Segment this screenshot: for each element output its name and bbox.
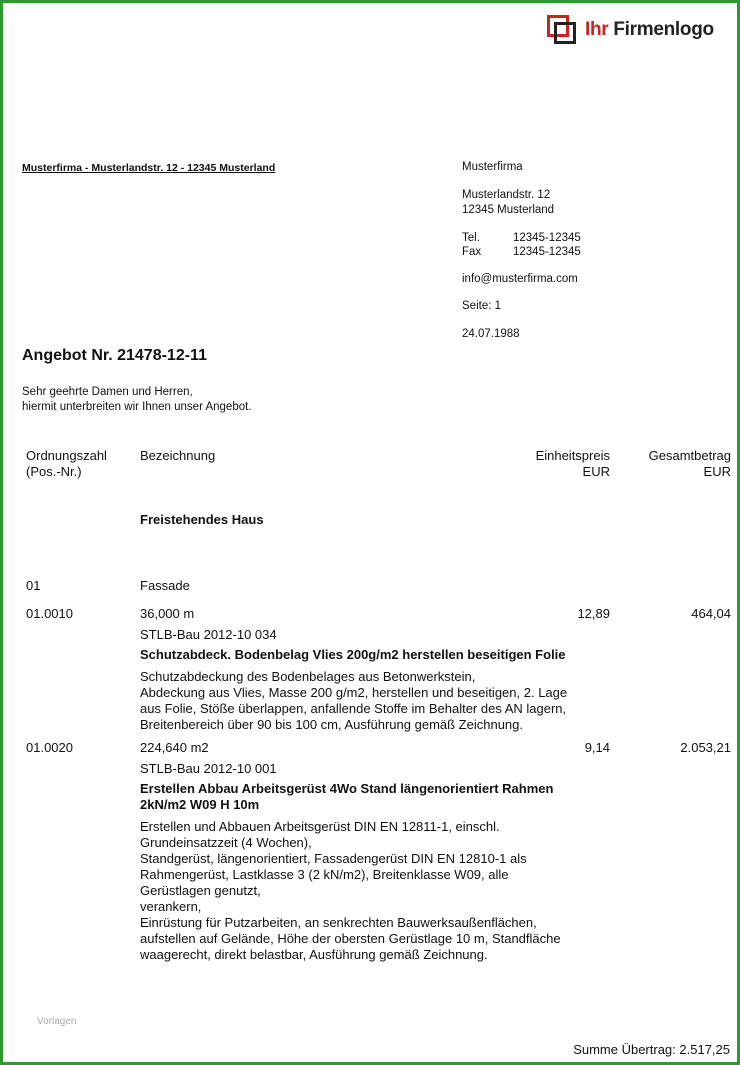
watermark: Vorlagen bbox=[37, 1016, 77, 1027]
header-einheitspreis: Einheitspreis bbox=[535, 448, 610, 463]
item-code: STLB-Bau 2012-10 001 bbox=[140, 761, 277, 776]
fax-value: 12345-12345 bbox=[513, 246, 581, 258]
header-bezeichnung: Bezeichnung bbox=[140, 448, 216, 463]
header-gesamtbetrag: Gesamtbetrag bbox=[648, 448, 731, 463]
header-einheitspreis-currency: EUR bbox=[582, 464, 610, 479]
carry-over-sum: Summe Übertrag: 2.517,25 bbox=[573, 1042, 730, 1057]
offer-title: Angebot Nr. 21478-12-11 bbox=[22, 347, 207, 364]
item-pos: 01.0020 bbox=[26, 740, 73, 755]
company-city: 12345 Musterland bbox=[462, 204, 555, 216]
company-name: Musterfirma bbox=[462, 161, 523, 173]
item-long-text: Schutzabdeckung des Bodenbelages aus Betonwerkstein, Abdeckung aus Vlies, Masse 200 g/m2, herstellen und beseitigen, 2. Lage aus Folie, Stöße überlappen, anfallende Stoffe im Behalter des AN lagern, Breitenbereich über 90 bis 100 cm, Ausführung gemäß Zeichnung. bbox=[140, 669, 568, 732]
header-ordnungszahl: Ordnungszahl bbox=[26, 448, 107, 463]
item-total: 464,04 bbox=[691, 606, 731, 621]
item-unit-price: 9,14 bbox=[584, 740, 610, 755]
group-number: 01 bbox=[26, 578, 41, 593]
page-number: Seite: 1 bbox=[462, 300, 501, 312]
item-pos: 01.0010 bbox=[26, 606, 73, 621]
sender-line: Musterfirma - Musterlandstr. 12 - 12345 Musterland bbox=[22, 162, 276, 174]
item-total: 2.053,21 bbox=[680, 740, 731, 755]
intro-text: hiermit unterbreiten wir Ihnen unser Angebot. bbox=[22, 401, 252, 413]
item-short-text: Schutzabdeck. Bodenbelag Vlies 200g/m2 herstellen beseitigen Folie bbox=[140, 647, 566, 662]
item-unit-price: 12,89 bbox=[577, 606, 610, 621]
item-short-text: Erstellen Abbau Arbeitsgerüst 4Wo Stand längenorientiert Rahmen bbox=[140, 781, 554, 796]
document-date: 24.07.1988 bbox=[462, 328, 520, 340]
group-name: Fassade bbox=[140, 578, 190, 593]
item-qty: 224,640 m2 bbox=[140, 740, 209, 755]
item-code: STLB-Bau 2012-10 034 bbox=[140, 627, 277, 642]
header-gesamtbetrag-currency: EUR bbox=[703, 464, 731, 479]
tel-label: Tel. bbox=[462, 232, 480, 244]
company-street: Musterlandstr. 12 bbox=[462, 189, 551, 201]
item-qty: 36,000 m bbox=[140, 606, 195, 621]
section-title: Freistehendes Haus bbox=[140, 512, 264, 527]
item-short-text-cont: 2kN/m2 W09 H 10m bbox=[140, 797, 260, 812]
item-long-text: Erstellen und Abbauen Arbeitsgerüst DIN EN 12811-1, einschl. Grundeinsatzzeit (4 Wochen), Standgerüst, längenorientiert, Fassadengerüst DIN EN 12810-1 als Rahmengerüst, Lastklasse 3 (2 kN/m2), Breitenklasse W09, alle Gerüstlagen genutzt, verankern, Einrüstung für Putzarbeiten, an senkrechten Bauwerksaußenflächen, aufstellen auf Gelände, Höhe der obersten Gerüstlage 10 m, Standfläche waagerecht, direkt belastbar, Ausführung gemäß Zeichnung. bbox=[140, 819, 561, 962]
salutation: Sehr geehrte Damen und Herren, bbox=[22, 386, 193, 398]
logo-icon bbox=[547, 15, 577, 45]
company-email: info@musterfirma.com bbox=[462, 273, 578, 285]
fax-label: Fax bbox=[462, 246, 482, 258]
header-posnr: (Pos.-Nr.) bbox=[26, 464, 82, 479]
tel-value: 12345-12345 bbox=[513, 232, 581, 244]
company-logo bbox=[547, 15, 714, 45]
logo-text: Ihr Firmenlogo bbox=[585, 19, 714, 40]
